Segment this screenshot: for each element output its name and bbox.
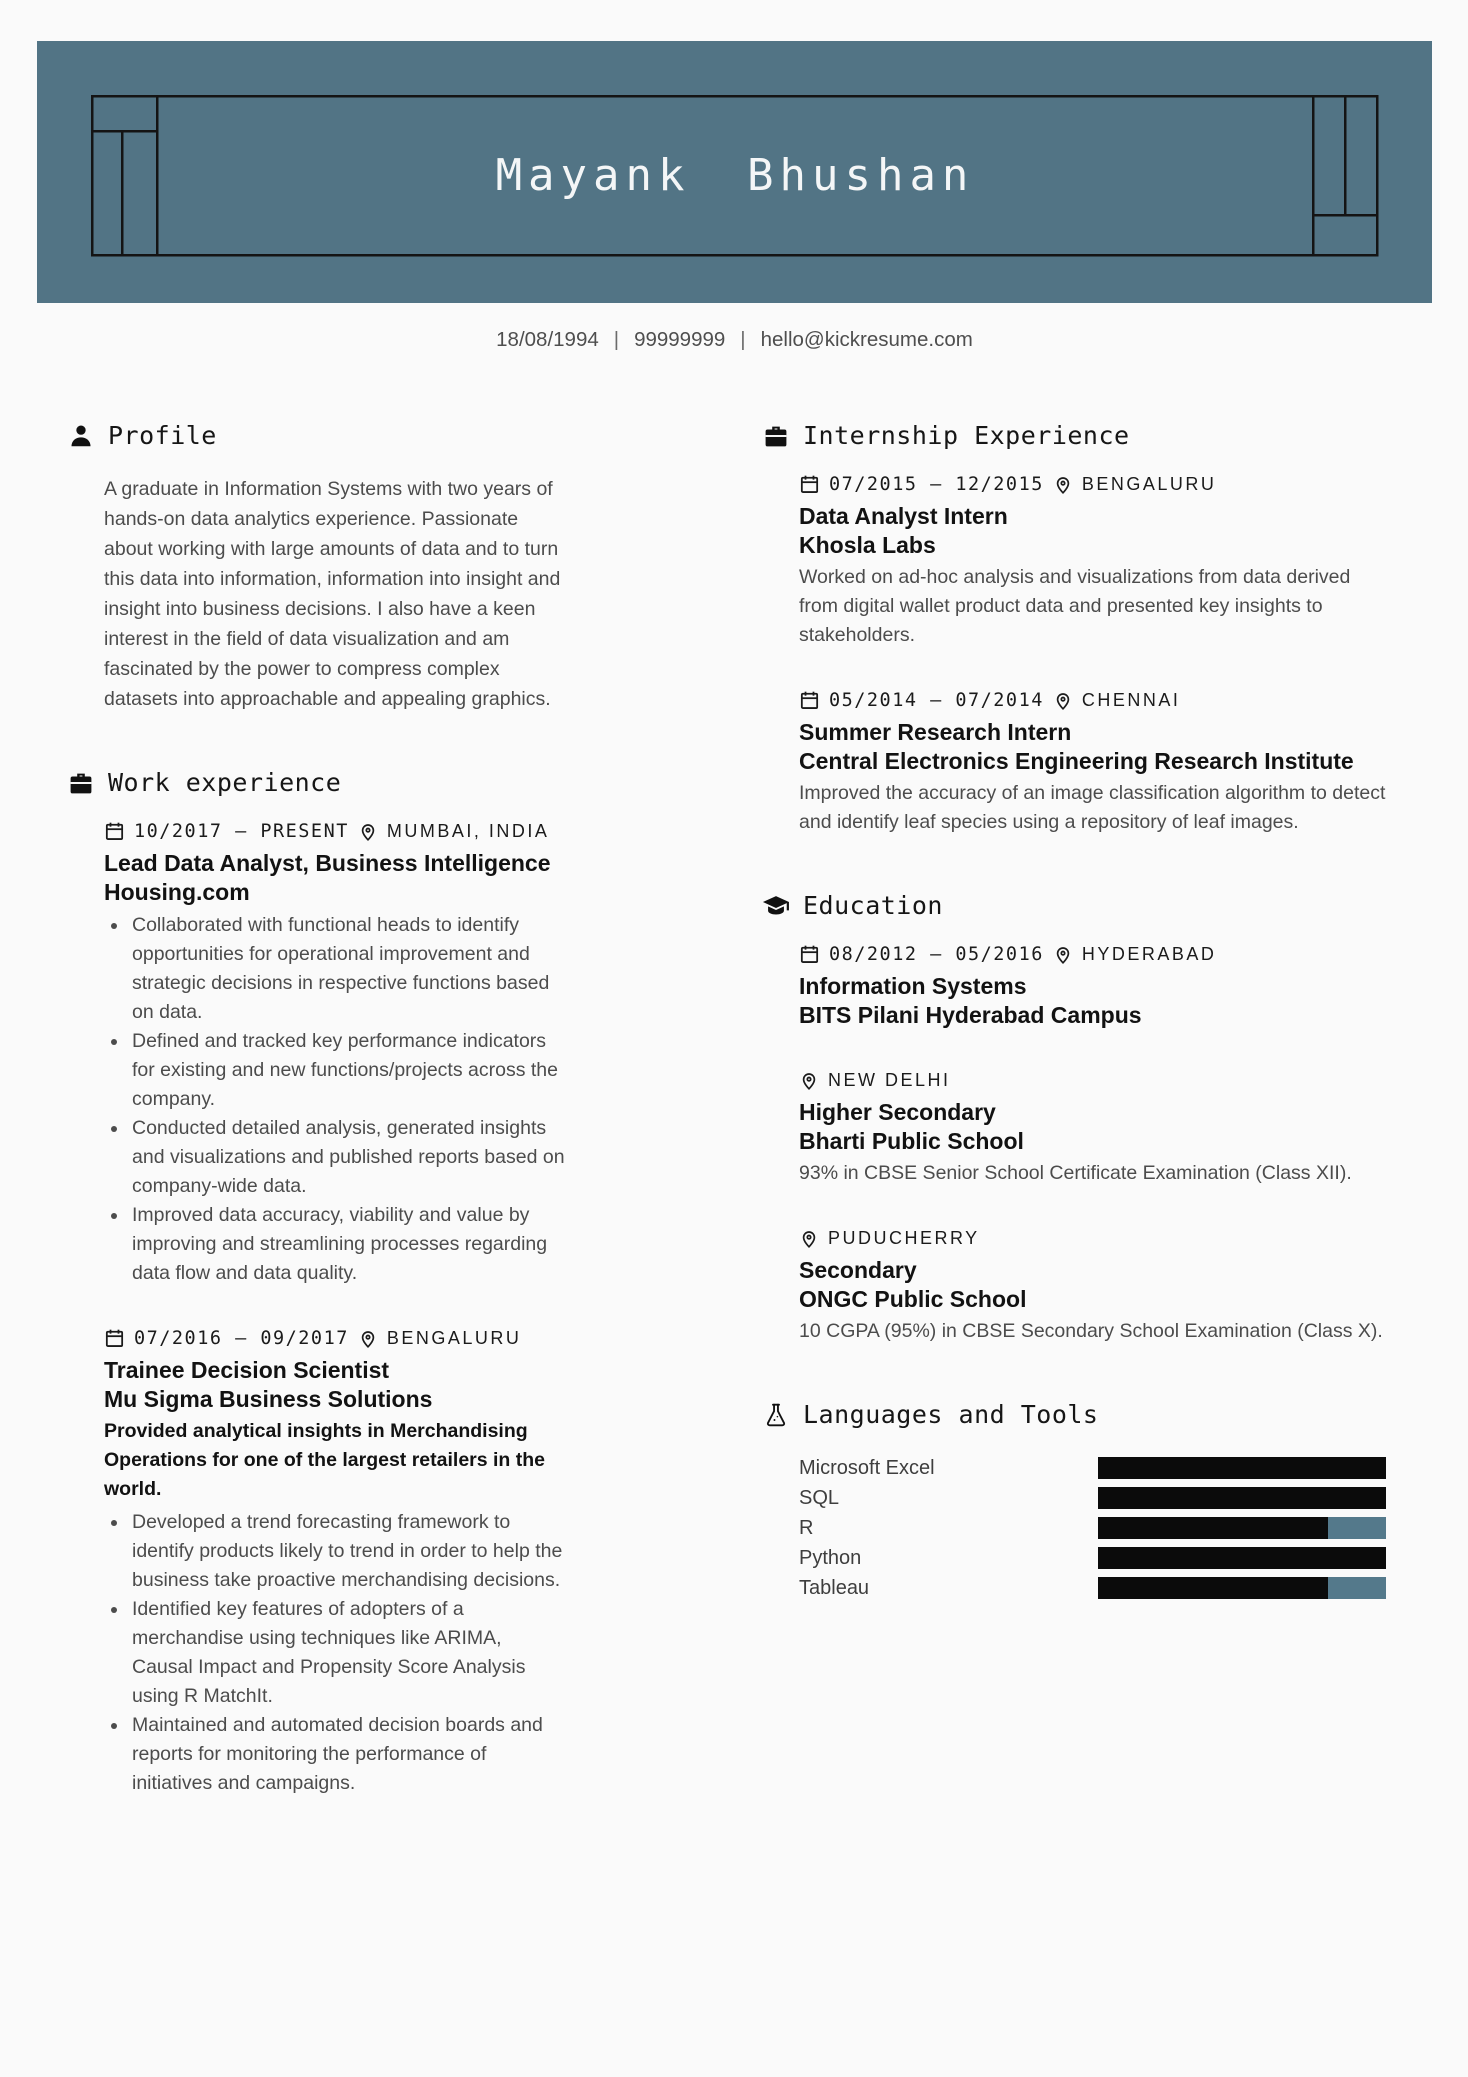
skill-bar-fill xyxy=(1098,1517,1328,1539)
contact-dob: 18/08/1994 xyxy=(496,328,599,351)
briefcase-icon xyxy=(67,769,95,797)
person-icon xyxy=(67,422,95,450)
skill-row xyxy=(799,1453,1386,1483)
skill-row xyxy=(799,1543,1386,1573)
entry-school: Bharti Public School xyxy=(799,1128,1024,1154)
entry-meta-row xyxy=(799,690,1386,711)
skill-row xyxy=(799,1573,1386,1603)
entry-note: 93% in CBSE Senior School Certificate Examination (Class XII). xyxy=(799,1162,1352,1184)
entry-date: 08/2012 – 05/2016 xyxy=(829,944,1044,965)
internship-entry xyxy=(799,474,1386,650)
bullet-item: • Conducted detailed analysis, generated insights and visualizations and published reports based on company-wide data. xyxy=(129,1114,567,1201)
location-pin-icon xyxy=(1053,475,1073,495)
entry-company: Mu Sigma Business Solutions xyxy=(104,1386,433,1412)
section-title: Profile xyxy=(108,421,217,450)
skill-bar-fill xyxy=(1098,1457,1386,1479)
entry-note: 10 CGPA (95%) in CBSE Secondary School Examination (Class X). xyxy=(799,1320,1383,1342)
section-work-experience xyxy=(67,768,567,1798)
entry-meta-row xyxy=(104,1328,567,1349)
skill-name: SQL xyxy=(799,1486,840,1509)
contact-row xyxy=(37,328,1432,352)
education-entry xyxy=(799,1070,1386,1188)
entry-meta-row xyxy=(799,1070,1386,1091)
contact-email: hello@kickresume.com xyxy=(760,328,973,351)
entry-date: 07/2016 – 09/2017 xyxy=(134,1328,349,1349)
entry-meta-row xyxy=(799,474,1386,495)
section-profile-header xyxy=(67,421,567,450)
entry-bullet-list xyxy=(104,911,567,1288)
person-name: Mayank Bhushan xyxy=(495,150,975,201)
header-band xyxy=(37,41,1432,303)
entry-summary: Provided analytical insights in Merchandising Operations for one of the largest retailers in the world. xyxy=(104,1420,546,1500)
date-group xyxy=(104,1328,349,1349)
skill-name: Python xyxy=(799,1546,862,1569)
bullet-item: • Defined and tracked key performance indicators for existing and new functions/projects across the company. xyxy=(129,1027,567,1114)
skill-bar xyxy=(1098,1517,1386,1539)
internship-entries xyxy=(799,474,1386,837)
right-column xyxy=(762,421,1386,1603)
skill-bar-fill xyxy=(1098,1577,1328,1599)
entry-bullet-list xyxy=(104,1508,567,1798)
work-experience-entries xyxy=(104,821,567,1798)
contact-phone: 99999999 xyxy=(634,328,726,351)
internship-entry xyxy=(799,690,1386,837)
entry-date: 07/2015 – 12/2015 xyxy=(829,474,1044,495)
contact-separator: | xyxy=(740,328,746,351)
skill-bar xyxy=(1098,1487,1386,1509)
skill-bar xyxy=(1098,1457,1386,1479)
calendar-icon xyxy=(799,690,820,711)
entry-company: Khosla Labs xyxy=(799,532,936,558)
date-group xyxy=(799,690,1044,711)
entry-description: Worked on ad-hoc analysis and visualizations from data derived from digital wallet product data and presented key insights to stakeholders. xyxy=(799,566,1351,646)
bullet-item: • Developed a trend forecasting framework to identify products likely to trend in order to help the business take proactive merchandising decisions. xyxy=(129,1508,567,1595)
entry-location: MUMBAI, INDIA xyxy=(386,821,550,841)
calendar-icon xyxy=(104,821,125,842)
entry-degree: Higher Secondary xyxy=(799,1099,996,1125)
section-profile xyxy=(67,421,567,714)
entry-role: Trainee Decision Scientist xyxy=(104,1357,390,1383)
entry-date: 05/2014 – 07/2014 xyxy=(829,690,1044,711)
location-pin-icon xyxy=(1053,691,1073,711)
entry-school: ONGC Public School xyxy=(799,1286,1027,1312)
section-work-experience-header xyxy=(67,768,567,797)
calendar-icon xyxy=(799,474,820,495)
entry-location: BENGALURU xyxy=(386,1328,522,1348)
entry-role: Lead Data Analyst, Business Intelligence xyxy=(104,850,551,876)
skill-bar xyxy=(1098,1577,1386,1599)
section-title: Work experience xyxy=(108,768,342,797)
section-internship-header xyxy=(762,421,1386,450)
date-group xyxy=(799,944,1044,965)
skill-name: R xyxy=(799,1516,814,1539)
bullet-item: • Maintained and automated decision boards and reports for monitoring the performance of initiatives and campaigns. xyxy=(129,1711,567,1798)
work-entry xyxy=(104,1328,567,1798)
location-pin-icon xyxy=(799,1229,819,1249)
skill-bar xyxy=(1098,1547,1386,1569)
calendar-icon xyxy=(104,1328,125,1349)
work-entry xyxy=(104,821,567,1288)
location-pin-icon xyxy=(799,1071,819,1091)
skill-name: Microsoft Excel xyxy=(799,1456,935,1479)
section-education xyxy=(762,891,1386,1346)
section-languages-tools-header xyxy=(762,1400,1386,1429)
entry-degree: Secondary xyxy=(799,1257,917,1283)
skill-bar-fill xyxy=(1098,1487,1386,1509)
entry-company: Central Electronics Engineering Research Institute xyxy=(799,748,1354,774)
education-entry xyxy=(799,944,1386,1030)
entry-meta-row xyxy=(799,1228,1386,1249)
section-languages-tools xyxy=(762,1400,1386,1603)
entry-role: Summer Research Intern xyxy=(799,719,1072,745)
education-entries xyxy=(799,944,1386,1346)
skills-list xyxy=(799,1453,1386,1603)
date-group xyxy=(104,821,349,842)
entry-school: BITS Pilani Hyderabad Campus xyxy=(799,1002,1142,1028)
section-internship xyxy=(762,421,1386,837)
location-pin-icon xyxy=(1053,945,1073,965)
entry-meta-row xyxy=(799,944,1386,965)
entry-company: Housing.com xyxy=(104,879,250,905)
bullet-item: • Improved data accuracy, viability and value by improving and streamlining processes regarding data flow and data quality. xyxy=(129,1201,567,1288)
contact-separator: | xyxy=(613,328,620,351)
entry-degree: Information Systems xyxy=(799,973,1027,999)
location-pin-icon xyxy=(358,1329,378,1349)
section-education-header xyxy=(762,891,1386,920)
education-entry xyxy=(799,1228,1386,1346)
entry-meta-row xyxy=(104,821,567,842)
entry-date: 10/2017 – PRESENT xyxy=(134,821,349,842)
skill-row xyxy=(799,1513,1386,1543)
location-pin-icon xyxy=(358,822,378,842)
entry-location: NEW DELHI xyxy=(828,1070,951,1090)
entry-location: BENGALURU xyxy=(1081,474,1217,494)
bullet-item: • Identified key features of adopters of a merchandise using techniques like ARIMA, Causal Impact and Propensity Score Analysis using R MatchIt. xyxy=(129,1595,567,1711)
date-group xyxy=(799,474,1044,495)
skill-row xyxy=(799,1483,1386,1513)
profile-text: A graduate in Information Systems with two years of hands-on data analytics experience. Passionate about working with large amounts of data and to turn this data into information, information into insight and insight into business decisions. I also have a keen interest in the field of data visualization and am fascinated by the power to compress complex datasets into approachable and appealing graphics. xyxy=(104,478,561,710)
section-title: Education xyxy=(803,891,943,920)
graduation-cap-icon xyxy=(762,892,790,920)
briefcase-icon xyxy=(762,422,790,450)
entry-location: CHENNAI xyxy=(1081,690,1181,710)
skill-name: Tableau xyxy=(799,1576,870,1599)
section-title: Languages and Tools xyxy=(803,1400,1099,1429)
flask-icon xyxy=(762,1401,790,1429)
entry-description: Improved the accuracy of an image classification algorithm to detect and identify leaf species using a repository of leaf images. xyxy=(799,782,1386,833)
section-title: Internship Experience xyxy=(803,421,1130,450)
entry-role: Data Analyst Intern xyxy=(799,503,1008,529)
entry-location: HYDERABAD xyxy=(1081,944,1217,964)
calendar-icon xyxy=(799,944,820,965)
skill-bar-fill xyxy=(1098,1547,1386,1569)
entry-location: PUDUCHERRY xyxy=(828,1228,980,1248)
bullet-item: • Collaborated with functional heads to identify opportunities for operational improvement and strategic decisions in respective functions based on data. xyxy=(129,911,567,1027)
left-column xyxy=(67,421,567,1798)
